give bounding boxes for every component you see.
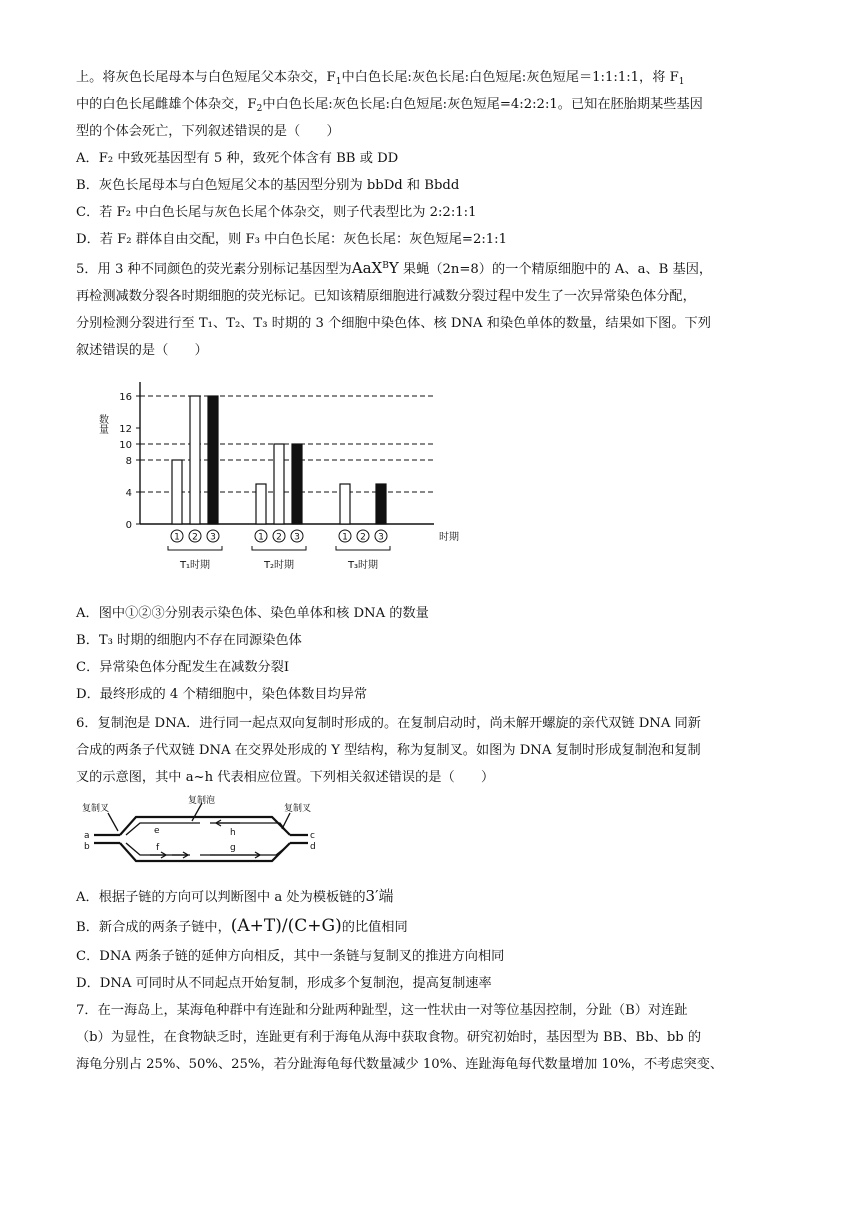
q5-stem-line3: 分别检测分裂进行至 T₁、T₂、T₃ 时期的 3 个细胞中染色体、核 DNA 和染色单体的数量，结果如下图。下列 [76, 316, 711, 331]
y-tick-label-12: 12 [119, 424, 132, 435]
q4-text-2b: 中白色长尾:灰色长尾:白色短尾:灰色短尾=4:2:2:1。已知在胚胎期某些基因 [262, 97, 703, 112]
q6-option-b[interactable] [76, 911, 788, 943]
q6-option-b-text: B．新合成的两条子链中， [76, 920, 231, 935]
q7-stem-line2: （b）为显性，在食物缺乏时，连趾更有利于海龟从海中获取食物。研究初始时，基因型为 BB、Bb、bb 的 [76, 1030, 702, 1045]
group-bracket-2 [252, 546, 306, 550]
label-d: d [310, 842, 316, 852]
q5-genotype-sup: B [382, 261, 389, 271]
q5-stem-line4: 叙述错误的是（ ） [76, 343, 208, 358]
y-tick-label-4: 4 [125, 488, 132, 499]
bar-label-2-2: 2 [276, 532, 282, 543]
q5-text-b: 果蝇（2n=8）的一个精原细胞中的 A、a、B 基因， [398, 262, 713, 277]
q4-text-2: 中的白色长尾雌雄个体杂交，F [76, 97, 257, 112]
q5-option-d[interactable]: D．最终形成的 4 个精细胞中，染色体数目均异常 [76, 687, 368, 702]
bar-label-1-3: 3 [210, 532, 216, 543]
fork-label-left: 复制叉 [82, 804, 110, 814]
label-f: f [156, 843, 160, 853]
label-c: c [310, 831, 315, 841]
q6-stem-line1: 6．复制泡是 DNA．进行同一起点双向复制时形成的。在复制启动时，尚未解开螺旋的亲代双链 DNA 同新 [76, 716, 701, 731]
q6-stem-line3: 叉的示意图，其中 a~h 代表相应位置。下列相关叙述错误的是（ ） [76, 770, 495, 785]
q5-genotype [352, 259, 399, 277]
q5-genotype-end: Y [388, 259, 399, 277]
q6-option-a[interactable] [76, 883, 788, 911]
group-label-1: T₁时期 [179, 560, 211, 571]
q4-option-b[interactable]: B．灰色长尾母本与白色短尾父本的基因型分别为 bbDd 和 Bbdd [76, 178, 460, 193]
y-tick-label-8: 8 [125, 456, 132, 467]
label-h: h [230, 828, 236, 838]
group-bracket-3 [336, 546, 390, 550]
bar-1-3 [208, 396, 218, 524]
group-label-3: T₃时期 [347, 560, 379, 571]
q5-option-a[interactable]: A．图中①②③分别表示染色体、染色单体和核 DNA 的数量 [76, 606, 429, 621]
q6-stem-line2: 合成的两条子代双链 DNA 在交界处形成的 Y 型结构，称为复制叉。如图为 DNA 复制时形成复制泡和复制 [76, 743, 701, 758]
bar-3-3 [376, 484, 386, 524]
y-tick-label-10: 10 [119, 440, 132, 451]
q5-bar-chart [84, 374, 464, 584]
bar-3-1 [340, 484, 350, 524]
q5-stem-line1 [76, 255, 788, 283]
q5-option-c[interactable]: C．异常染色体分配发生在减数分裂Ⅰ [76, 660, 290, 675]
bar-1-1 [172, 460, 182, 524]
replication-bubble-diagram [80, 795, 320, 867]
q5-text-a: 5．用 3 种不同颜色的荧光素分别标记基因型为 [76, 262, 352, 277]
daughter-strand-e [126, 823, 200, 835]
q4-stem-line1 [76, 64, 788, 91]
y-axis-label: 数量 [96, 414, 108, 434]
q6-option-b-formula: (A+T)/(C+G) [230, 916, 342, 936]
q5-stem-line2: 再检测减数分裂各时期细胞的荧光标记。已知该精原细胞进行减数分裂过程中发生了一次异常染色体分配， [76, 289, 696, 304]
q4-sub-1: 1 [335, 77, 342, 87]
bar-2-2 [274, 444, 284, 524]
q6-option-b-end: 的比值相同 [341, 920, 408, 935]
fork-label-right: 复制叉 [284, 804, 312, 814]
bar-1-2 [190, 396, 200, 524]
bubble-label: 复制泡 [188, 796, 216, 806]
bar-label-2-1: 1 [258, 532, 264, 543]
q6-option-a-text: A．根据子链的方向可以判断图中 a 处为模板链的 [76, 890, 366, 905]
fork-pointer-left [108, 813, 118, 831]
x-axis-label: 时期 [439, 532, 459, 543]
label-a: a [84, 831, 90, 841]
q4-option-c[interactable]: C．若 F₂ 中白色长尾与灰色长尾个体杂交，则子代表型比为 2:2:1:1 [76, 205, 477, 220]
y-tick-label-0: 0 [125, 520, 132, 531]
daughter-strand-g [200, 847, 286, 855]
exam-page [76, 64, 788, 1078]
q4-option-d[interactable]: D．若 F₂ 群体自由交配，则 F₃ 中白色长尾：灰色长尾：灰色短尾=2:1:1 [76, 232, 508, 247]
q7-stem-line3: 海龟分别占 25%、50%、25%，若分趾海龟每代数量减少 10%、连趾海龟每代数量增加 10%，不考虑突变、 [76, 1057, 724, 1072]
bar-label-1-2: 2 [192, 532, 198, 543]
q4-sub-2: 2 [256, 104, 263, 114]
fork-pointer-right [282, 813, 290, 829]
q4-stem-line2 [76, 91, 788, 118]
bar-label-3-3: 3 [378, 532, 384, 543]
y-tick-label-16: 16 [119, 392, 132, 403]
bar-label-2-3: 3 [294, 532, 300, 543]
q6-option-d[interactable]: D．DNA 可同时从不同起点开始复制，形成多个复制泡，提高复制速率 [76, 976, 492, 991]
bar-label-3-2: 2 [360, 532, 366, 543]
bubble-top-strand [120, 817, 290, 835]
q4-sub-1b: 1 [678, 77, 685, 87]
bar-label-1-1: 1 [174, 532, 180, 543]
q4-text-1: 上。将灰色长尾母本与白色短尾父本杂交，F [76, 70, 336, 85]
label-b: b [84, 842, 90, 852]
label-g: g [230, 843, 236, 853]
q5-genotype-main: AaX [351, 259, 383, 277]
q6-option-c[interactable]: C．DNA 两条子链的延伸方向相反，其中一条链与复制叉的推进方向相同 [76, 949, 505, 964]
label-e: e [154, 826, 160, 836]
bubble-bottom-strand [120, 843, 290, 861]
group-bracket-1 [168, 546, 222, 550]
bar-label-3-1: 1 [342, 532, 348, 543]
group-label-2: T₂时期 [263, 560, 295, 571]
daughter-strand-h [210, 823, 286, 831]
q4-stem-line3: 型的个体会死亡，下列叙述错误的是（ ） [76, 124, 340, 139]
bar-2-1 [256, 484, 266, 524]
q6-option-a-end: 3′端 [365, 887, 394, 905]
bar-2-3 [292, 444, 302, 524]
q4-text-1b: 中白色长尾:灰色长尾:白色短尾:灰色短尾＝1:1:1:1，将 F [341, 70, 679, 85]
q5-option-b[interactable]: B．T₃ 时期的细胞内不存在同源染色体 [76, 633, 302, 648]
q7-stem-line1: 7．在一海岛上，某海龟种群中有连趾和分趾两种趾型，这一性状由一对等位基因控制，分趾（B）对连趾 [76, 1003, 688, 1018]
q4-option-a[interactable]: A．F₂ 中致死基因型有 5 种，致死个体含有 BB 或 DD [76, 151, 399, 166]
